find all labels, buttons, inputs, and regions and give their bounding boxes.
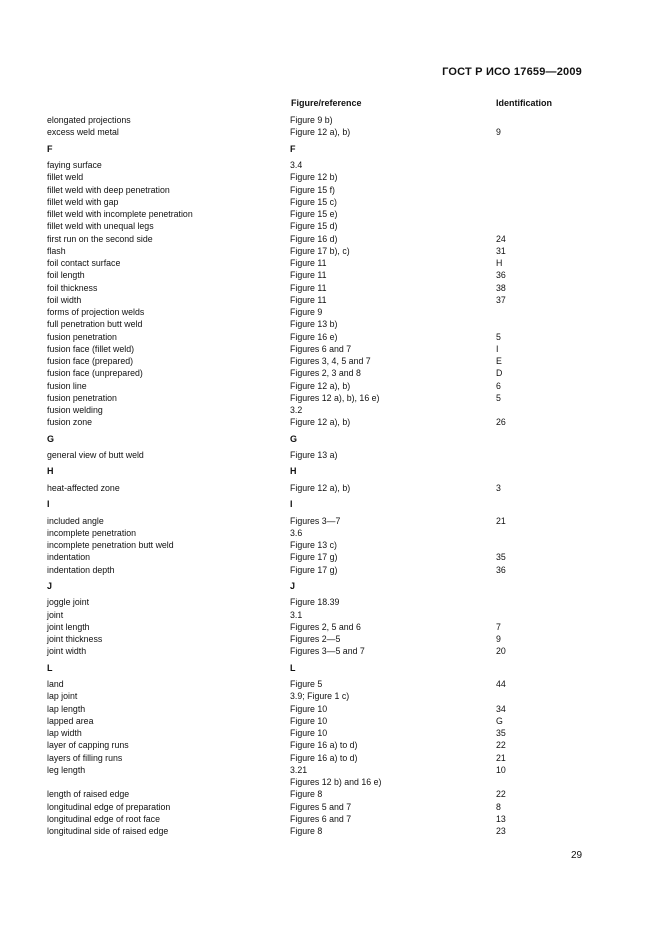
index-term: joint xyxy=(47,609,64,620)
index-row xyxy=(0,813,661,825)
index-reference: 3.6 xyxy=(290,527,303,538)
index-reference: Figure 12 a), b) xyxy=(290,380,351,391)
index-reference: Figures 6 and 7 xyxy=(290,813,352,824)
index-reference: 3.2 xyxy=(290,405,303,415)
index-identification: 13 xyxy=(496,813,506,824)
page-number: 29 xyxy=(571,850,583,861)
index-row xyxy=(0,564,661,576)
index-reference: 3.1 xyxy=(290,609,303,620)
index-term: longitudinal side of raised edge xyxy=(47,826,169,836)
index-reference: Figures 3—7 xyxy=(290,515,341,526)
index-reference: Figure 17 g) xyxy=(290,564,338,575)
index-reference: Figures 2, 3 and 8 xyxy=(290,368,361,379)
index-row xyxy=(0,764,661,776)
section-heading xyxy=(0,658,661,679)
index-term: fusion penetration xyxy=(47,392,117,403)
index-term: fillet weld with gap xyxy=(47,196,119,207)
index-row xyxy=(0,715,661,727)
index-reference: Figures 12 b) and 16 e) xyxy=(290,777,382,787)
column-header-reference: Figure/reference xyxy=(291,98,362,108)
index-row xyxy=(0,126,661,138)
section-heading xyxy=(0,429,661,450)
index-row xyxy=(0,220,661,232)
index-reference: Figure 11 xyxy=(290,294,327,305)
index-term: fillet weld with unequal legs xyxy=(47,221,154,232)
index-identification: 5 xyxy=(496,392,501,403)
index-row xyxy=(0,282,661,294)
index-identification: D xyxy=(496,368,503,379)
index-row xyxy=(0,343,661,355)
index-identification: 38 xyxy=(496,282,506,293)
section-heading xyxy=(0,576,661,597)
index-row xyxy=(0,114,661,126)
index-identification: E xyxy=(496,356,502,366)
index-reference: Figure 16 a) to d) xyxy=(290,752,358,763)
index-term: layer of capping runs xyxy=(47,740,129,751)
index-term: fillet weld xyxy=(47,172,84,183)
index-reference: Figure 9 b) xyxy=(290,115,333,125)
index-reference: Figure 10 xyxy=(290,728,328,738)
index-identification: 3 xyxy=(496,482,501,493)
index-identification: 10 xyxy=(496,764,506,775)
index-row xyxy=(0,621,661,633)
index-identification: I xyxy=(496,343,499,354)
index-term: fusion line xyxy=(47,380,87,391)
index-reference: Figures 2, 5 and 6 xyxy=(290,621,361,632)
index-row xyxy=(0,482,661,494)
index-reference: Figure 17 g) xyxy=(290,552,338,563)
index-term: full penetration butt weld xyxy=(47,319,143,330)
index-term: fusion penetration xyxy=(47,331,117,342)
index-reference: Figure 16 a) to d) xyxy=(290,740,358,751)
index-term: lap joint xyxy=(47,691,78,702)
index-reference: Figure 11 xyxy=(290,270,327,281)
index-term: lap length xyxy=(47,703,86,714)
index-row xyxy=(0,355,661,367)
index-identification: 31 xyxy=(496,245,506,256)
index-row xyxy=(0,404,661,416)
index-row xyxy=(0,159,661,171)
index-reference: Figure 8 xyxy=(290,789,323,800)
index-identification: 24 xyxy=(496,233,506,244)
index-reference: Figures 3—5 and 7 xyxy=(290,646,365,657)
index-identification: 35 xyxy=(496,552,506,563)
index-reference: Figure 8 xyxy=(290,826,323,836)
index-reference: Figure 13 b) xyxy=(290,319,338,330)
index-term: longitudinal edge of root face xyxy=(47,813,160,824)
index-term: fusion face (prepared) xyxy=(47,356,134,366)
index-row xyxy=(0,752,661,764)
index-reference: 3.4 xyxy=(290,160,303,170)
index-identification: 9 xyxy=(496,127,501,138)
index-reference: Figure 17 b), c) xyxy=(290,245,350,256)
index-term: faying surface xyxy=(47,160,102,170)
index-reference: 3.21 xyxy=(290,764,308,775)
index-row xyxy=(0,380,661,392)
index-term: joggle joint xyxy=(47,597,90,608)
section-letter-reference: L xyxy=(290,662,296,673)
index-identification: 5 xyxy=(496,331,501,342)
section-heading xyxy=(0,461,661,482)
index-term: fillet weld with deep penetration xyxy=(47,184,170,195)
index-identification: 22 xyxy=(496,740,506,751)
index-term: length of raised edge xyxy=(47,789,130,800)
index-identification: 21 xyxy=(496,752,506,763)
index-term: elongated projections xyxy=(47,115,131,125)
section-letter: H xyxy=(47,466,54,477)
index-row xyxy=(0,331,661,343)
index-reference: Figure 11 xyxy=(290,258,327,268)
index-term: joint length xyxy=(47,621,90,632)
index-identification: 22 xyxy=(496,789,506,800)
index-term: excess weld metal xyxy=(47,127,119,138)
section-letter-reference: I xyxy=(290,499,293,509)
index-term: fusion welding xyxy=(47,405,103,415)
index-term: first run on the second side xyxy=(47,233,153,244)
index-row xyxy=(0,269,661,281)
index-row xyxy=(0,551,661,563)
index-row xyxy=(0,739,661,751)
index-term: leg length xyxy=(47,764,86,775)
index-row xyxy=(0,233,661,245)
index-row xyxy=(0,690,661,702)
index-reference: Figures 12 a), b), 16 e) xyxy=(290,392,380,403)
index-reference: 3.9; Figure 1 c) xyxy=(290,691,350,702)
section-letter-reference: G xyxy=(290,433,298,444)
index-term: longitudinal edge of preparation xyxy=(47,801,171,812)
index-row xyxy=(0,539,661,551)
index-reference: Figure 12 a), b) xyxy=(290,127,351,138)
index-identification: 44 xyxy=(496,679,506,689)
index-term: fusion zone xyxy=(47,417,92,428)
index-reference: Figure 12 a), b) xyxy=(290,417,351,428)
index-term: heat-affected zone xyxy=(47,482,120,493)
index-reference: Figure 10 xyxy=(290,703,328,714)
index-term: joint width xyxy=(47,646,87,657)
index-identification: 21 xyxy=(496,515,506,526)
section-heading xyxy=(0,139,661,160)
index-identification: 37 xyxy=(496,294,506,305)
section-letter: J xyxy=(47,580,53,591)
index-row xyxy=(0,703,661,715)
index-reference: Figure 15 d) xyxy=(290,221,338,232)
index-term: general view of butt weld xyxy=(47,450,144,460)
index-table xyxy=(0,114,661,837)
index-reference: Figure 16 d) xyxy=(290,233,338,244)
index-reference: Figure 13 c) xyxy=(290,540,337,550)
index-row xyxy=(0,527,661,539)
index-reference: Figures 6 and 7 xyxy=(290,343,352,354)
index-row xyxy=(0,825,661,837)
index-reference: Figure 15 e) xyxy=(290,209,338,219)
index-reference: Figure 11 xyxy=(290,282,327,293)
index-row xyxy=(0,596,661,608)
index-term: forms of projection welds xyxy=(47,307,145,317)
index-row xyxy=(0,678,661,690)
document-code: ГОСТ Р ИСО 17659—2009 xyxy=(442,66,582,78)
index-identification: 23 xyxy=(496,826,506,836)
index-term: foil width xyxy=(47,294,82,305)
index-term: fusion face (unprepared) xyxy=(47,368,143,379)
index-identification: 26 xyxy=(496,417,506,428)
index-identification: 20 xyxy=(496,646,506,657)
index-row xyxy=(0,294,661,306)
index-term: indentation depth xyxy=(47,564,115,575)
index-identification: 36 xyxy=(496,270,506,281)
index-row xyxy=(0,367,661,379)
index-reference: Figure 12 b) xyxy=(290,172,338,183)
index-row xyxy=(0,257,661,269)
index-row xyxy=(0,515,661,527)
index-reference: Figure 10 xyxy=(290,715,328,726)
index-row xyxy=(0,449,661,461)
section-letter: I xyxy=(47,499,50,509)
index-row xyxy=(0,184,661,196)
section-heading xyxy=(0,494,661,515)
index-reference: Figures 2—5 xyxy=(290,634,341,644)
index-reference: Figure 15 c) xyxy=(290,196,337,207)
index-reference: Figure 18.39 xyxy=(290,597,340,608)
index-reference: Figures 5 and 7 xyxy=(290,801,352,812)
index-term: foil length xyxy=(47,270,85,281)
index-identification: H xyxy=(496,258,503,268)
index-reference: Figure 16 e) xyxy=(290,331,338,342)
index-row xyxy=(0,318,661,330)
index-identification: 36 xyxy=(496,564,506,575)
index-identification: 9 xyxy=(496,634,501,644)
section-letter-reference: H xyxy=(290,466,297,477)
index-term: foil thickness xyxy=(47,282,98,293)
index-row xyxy=(0,801,661,813)
index-identification: 34 xyxy=(496,703,506,714)
index-row xyxy=(0,788,661,800)
section-letter-reference: F xyxy=(290,143,296,154)
index-term: layers of filling runs xyxy=(47,752,123,763)
index-row xyxy=(0,416,661,428)
index-term: flash xyxy=(47,245,66,256)
index-reference: Figure 15 f) xyxy=(290,184,335,195)
index-term: incomplete penetration xyxy=(47,527,137,538)
index-identification: 35 xyxy=(496,728,506,738)
index-term: lap width xyxy=(47,728,82,738)
index-term: fillet weld with incomplete penetration xyxy=(47,209,193,219)
index-row xyxy=(0,776,661,788)
index-identification: G xyxy=(496,715,503,726)
index-term: fusion face (fillet weld) xyxy=(47,343,135,354)
column-header-identification: Identification xyxy=(496,98,552,108)
index-term: lapped area xyxy=(47,715,94,726)
index-row xyxy=(0,171,661,183)
index-row xyxy=(0,633,661,645)
index-term: land xyxy=(47,679,64,689)
index-row xyxy=(0,645,661,657)
section-letter: L xyxy=(47,662,53,673)
index-term: foil contact surface xyxy=(47,258,121,268)
index-reference: Figure 13 a) xyxy=(290,450,338,460)
index-term: indentation xyxy=(47,552,91,563)
index-row xyxy=(0,208,661,220)
index-term: joint thickness xyxy=(47,634,103,644)
index-reference: Figures 3, 4, 5 and 7 xyxy=(290,356,371,366)
index-reference: Figure 12 a), b) xyxy=(290,482,351,493)
section-letter-reference: J xyxy=(290,580,296,591)
index-row xyxy=(0,306,661,318)
section-letter: G xyxy=(47,433,55,444)
index-row xyxy=(0,196,661,208)
index-row xyxy=(0,392,661,404)
section-letter: F xyxy=(47,143,53,154)
index-row xyxy=(0,245,661,257)
index-reference: Figure 9 xyxy=(290,307,323,317)
index-term: included angle xyxy=(47,515,104,526)
index-identification: 6 xyxy=(496,380,501,391)
index-row xyxy=(0,609,661,621)
index-term: incomplete penetration butt weld xyxy=(47,540,174,550)
index-reference: Figure 5 xyxy=(290,679,323,689)
index-row xyxy=(0,727,661,739)
index-identification: 8 xyxy=(496,801,501,812)
index-identification: 7 xyxy=(496,621,501,632)
